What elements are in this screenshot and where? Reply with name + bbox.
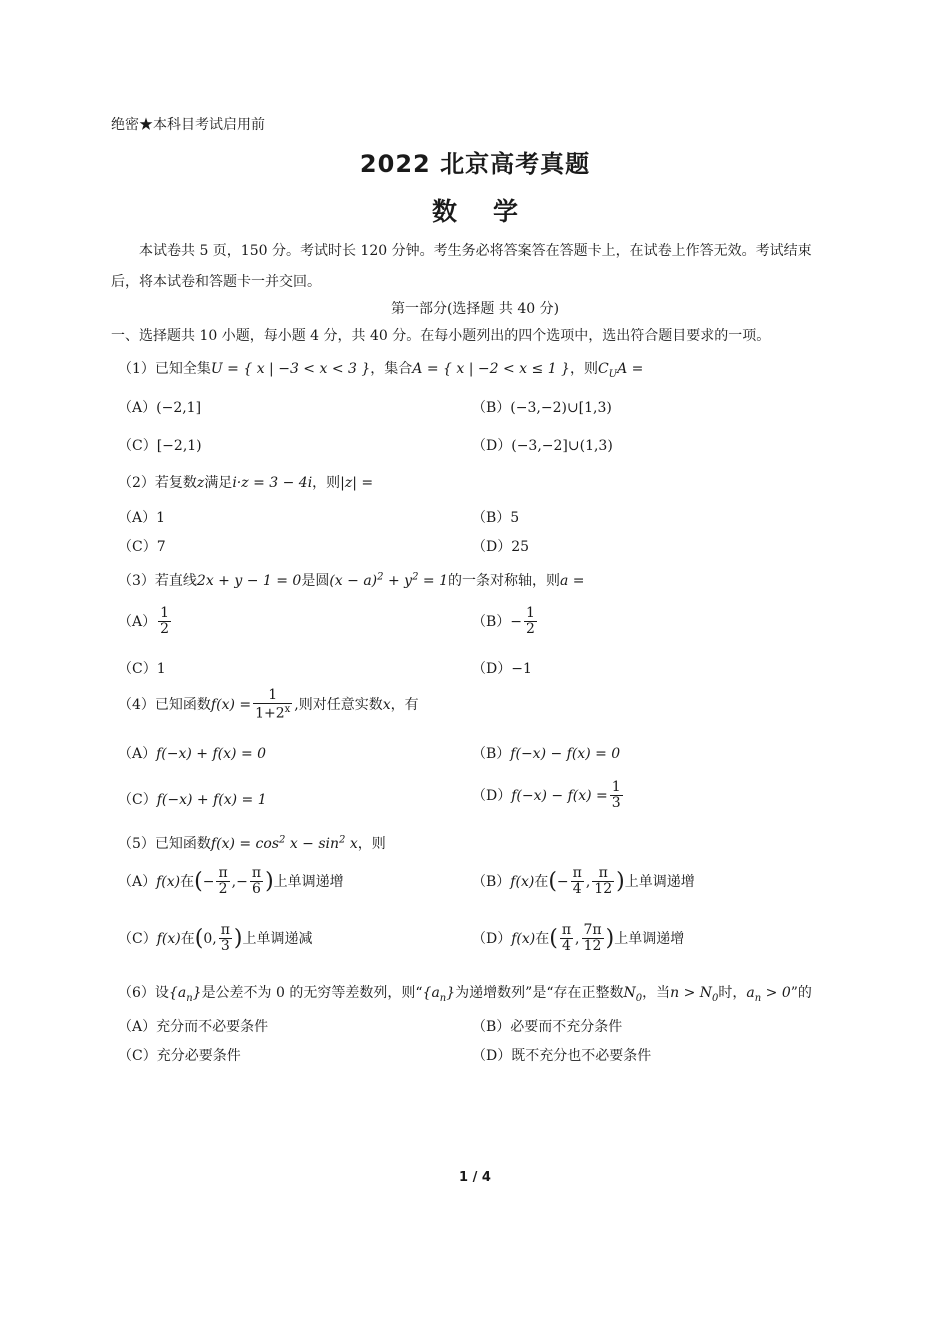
option-text: 充分而不必要条件 <box>156 1019 269 1035</box>
option-b <box>472 743 620 763</box>
option-text: 充分必要条件 <box>156 1048 241 1064</box>
option-label: （A） <box>118 613 157 630</box>
question-text: 时， <box>718 985 747 1001</box>
option-d <box>472 658 532 678</box>
math-expression: x <box>382 697 391 714</box>
option-text: f(−x) + f(x) = 1 <box>156 792 267 808</box>
question-text: 满足 <box>204 475 233 491</box>
question-text: ，集合 <box>370 361 413 377</box>
option-c: （C）f(x)在(0, $\frac{\pi}{3}$ )上单调递减 <box>118 922 313 955</box>
fraction: $\frac{\pi}{4}$ <box>561 922 572 955</box>
fraction: $\frac{\pi}{3}$ <box>220 922 230 955</box>
question-text: ,则对任意实数 <box>294 697 383 714</box>
math-expression: i·z = 3 − 4i <box>232 475 313 491</box>
question-number: （5） <box>118 836 155 852</box>
option-label: （A） <box>118 873 157 890</box>
question-5 <box>118 833 386 853</box>
option-label: （D） <box>472 661 512 677</box>
option-text: 既不充分也不必要条件 <box>511 1048 652 1064</box>
option-a <box>118 507 165 527</box>
math-expression: $f(x) = \cos^2 x - \sin^2 x$ <box>210 834 358 852</box>
question-text: 已知全集 <box>154 361 211 377</box>
option-c <box>118 536 166 556</box>
fraction: $\frac{\pi}{12}$ <box>594 865 613 898</box>
option-label: （A） <box>118 1019 157 1035</box>
option-d: （D）f(x)在( $\frac{\pi}{4}$ , $\frac{7\pi}{12}$ )上单调递增 <box>472 922 685 955</box>
option-label: （C） <box>118 930 157 947</box>
option-label: （C） <box>118 792 157 808</box>
option-label: （B） <box>472 400 511 416</box>
option-b: （B）f(x)在(− $\frac{\pi}{4}$ , $\frac{\pi}{12}$ )上单调递增 <box>472 865 695 898</box>
option-text: −1 <box>511 661 532 677</box>
math-expression: $C_UA$ = <box>597 361 644 380</box>
fraction: $\frac{1}{1+2^x}$ <box>255 687 291 723</box>
math-expression: $(x - a)^2 + y^2 = 1$ <box>329 571 448 589</box>
exam-instructions: 本试卷共 5 页，150 分。考试时长 120 分钟。考生务必将答案答在答题卡上，在试卷上作答无效。考试结束后，将本试卷和答题卡一并交回。 <box>111 243 812 290</box>
option-d <box>472 536 529 556</box>
option-d <box>472 780 625 812</box>
math-expression: A = { x | −2 < x ≤ 1 } <box>412 361 570 377</box>
question-number: （2） <box>118 475 155 491</box>
fraction: $\frac{\pi}{2}$ <box>218 865 228 898</box>
math-expression: $\{a_n\}$ <box>422 985 456 1004</box>
math-expression: $\{a_n\}$ <box>168 985 202 1004</box>
option-label: （D） <box>472 539 512 555</box>
option-a <box>118 1016 268 1036</box>
question-3 <box>118 570 585 590</box>
option-text: (−3,−2]∪(1,3) <box>511 438 613 454</box>
option-label: （C） <box>118 438 157 454</box>
math-expression: z <box>196 475 205 491</box>
math-expression: |z| = <box>340 475 374 491</box>
question-text: ，则 <box>312 475 341 491</box>
option-label: （B） <box>472 873 511 890</box>
option-b <box>472 1016 622 1036</box>
subject-title: 数学 <box>431 197 554 226</box>
math-expression: U = { x | −3 < x < 3 } <box>210 361 371 377</box>
question-text: 是公差不为 0 的无穷等差数列，则“ <box>201 985 423 1001</box>
option-d <box>472 435 613 455</box>
fraction: $\frac{1}{2}$ <box>160 605 170 638</box>
confidential-label: 绝密★本科目考试启用前 <box>111 117 265 133</box>
question-text: 设 <box>154 985 169 1001</box>
question-text: 为递增数列”是“存在正整数 <box>455 985 624 1001</box>
option-c <box>118 1045 241 1065</box>
option-label: （C） <box>118 1048 157 1064</box>
option-label: （A） <box>118 400 157 416</box>
option-label: （B） <box>472 746 511 762</box>
option-c <box>118 435 202 455</box>
option-b <box>472 397 612 417</box>
math-expression: f(x) = <box>210 697 252 714</box>
option-text: (−3,−2)∪[1,3) <box>510 400 612 416</box>
math-expression: $n > N_0$ <box>670 985 719 1004</box>
question-text: 已知函数 <box>154 697 211 714</box>
question-text: ，则 <box>569 361 598 377</box>
question-text: ，当 <box>642 985 671 1001</box>
option-label: （B） <box>472 510 511 526</box>
option-label: （C） <box>118 539 157 555</box>
section-title: 一、选择题共 10 小题，每小题 4 分，共 40 分。在每小题列出的四个选项中，选出符合题目要求的一项。 <box>111 328 771 344</box>
math-expression: $a_n > 0$ <box>746 985 791 1004</box>
option-label: （D） <box>472 787 512 804</box>
option-text: 必要而不充分条件 <box>510 1019 623 1035</box>
question-text: 的一条对称轴，则 <box>447 573 560 589</box>
option-d <box>472 1045 651 1065</box>
option-a <box>118 743 266 763</box>
question-text: ”的 <box>790 985 812 1001</box>
option-label: （A） <box>118 746 157 762</box>
option-text: 25 <box>511 539 530 555</box>
question-text: ，有 <box>390 697 419 714</box>
option-text: [−2,1) <box>156 438 202 454</box>
option-c <box>118 789 267 809</box>
question-text: 已知函数 <box>154 836 211 852</box>
question-number: （1） <box>118 361 155 377</box>
math-expression: 2x + y − 1 = 0 <box>196 573 302 589</box>
question-number: （4） <box>118 697 155 714</box>
option-label: （D） <box>472 930 512 947</box>
fraction: $\frac{1}{3}$ <box>611 779 621 812</box>
part-title: 第一部分(选择题 共 40 分) <box>390 301 560 317</box>
option-a <box>118 606 173 638</box>
option-text: 7 <box>156 539 166 555</box>
option-label: （C） <box>118 661 157 677</box>
fraction: $\frac{\pi}{6}$ <box>251 865 262 898</box>
page-number: 1 / 4 <box>459 1170 491 1185</box>
question-number: （6） <box>118 985 155 1001</box>
fraction: $\frac{\pi}{4}$ <box>572 865 582 898</box>
question-text: 若复数 <box>154 475 197 491</box>
question-6 <box>118 982 812 1004</box>
option-text: f(−x) − f(x) = 0 <box>510 746 621 762</box>
option-b: （B）− $\frac{1}{2}$ <box>472 605 535 638</box>
option-label: （B） <box>472 613 511 630</box>
question-text: 是圆 <box>301 573 330 589</box>
option-label: （D） <box>472 438 512 454</box>
option-label: （B） <box>472 1019 511 1035</box>
question-4 <box>118 688 419 722</box>
question-text: ，则 <box>357 836 386 852</box>
question-1 <box>118 358 643 380</box>
question-number: （3） <box>118 573 155 589</box>
math-expression: a = <box>559 573 585 589</box>
fraction: $\frac{7\pi}{12}$ <box>583 922 602 955</box>
fraction: $\frac{1}{2}$ <box>526 605 535 638</box>
option-text: f(−x) − f(x) = <box>511 787 608 804</box>
math-expression: $N_0$ <box>623 985 643 1004</box>
option-label: （A） <box>118 510 157 526</box>
exam-title: 2022 北京高考真题 <box>359 150 591 178</box>
question-text: 若直线 <box>154 573 197 589</box>
option-a: （A）f(x)在(− $\frac{\pi}{2}$ ,− $\frac{\pi}{6}$ )上单调递增 <box>118 865 344 898</box>
question-2 <box>118 472 373 492</box>
option-a <box>118 397 201 417</box>
option-text: 1 <box>156 510 166 526</box>
option-b <box>472 507 519 527</box>
option-text: f(−x) + f(x) = 0 <box>156 746 267 762</box>
option-text: 1 <box>156 661 166 677</box>
option-text: 5 <box>510 510 520 526</box>
option-text: (−2,1] <box>156 400 202 416</box>
option-c <box>118 658 166 678</box>
option-label: （D） <box>472 1048 512 1064</box>
